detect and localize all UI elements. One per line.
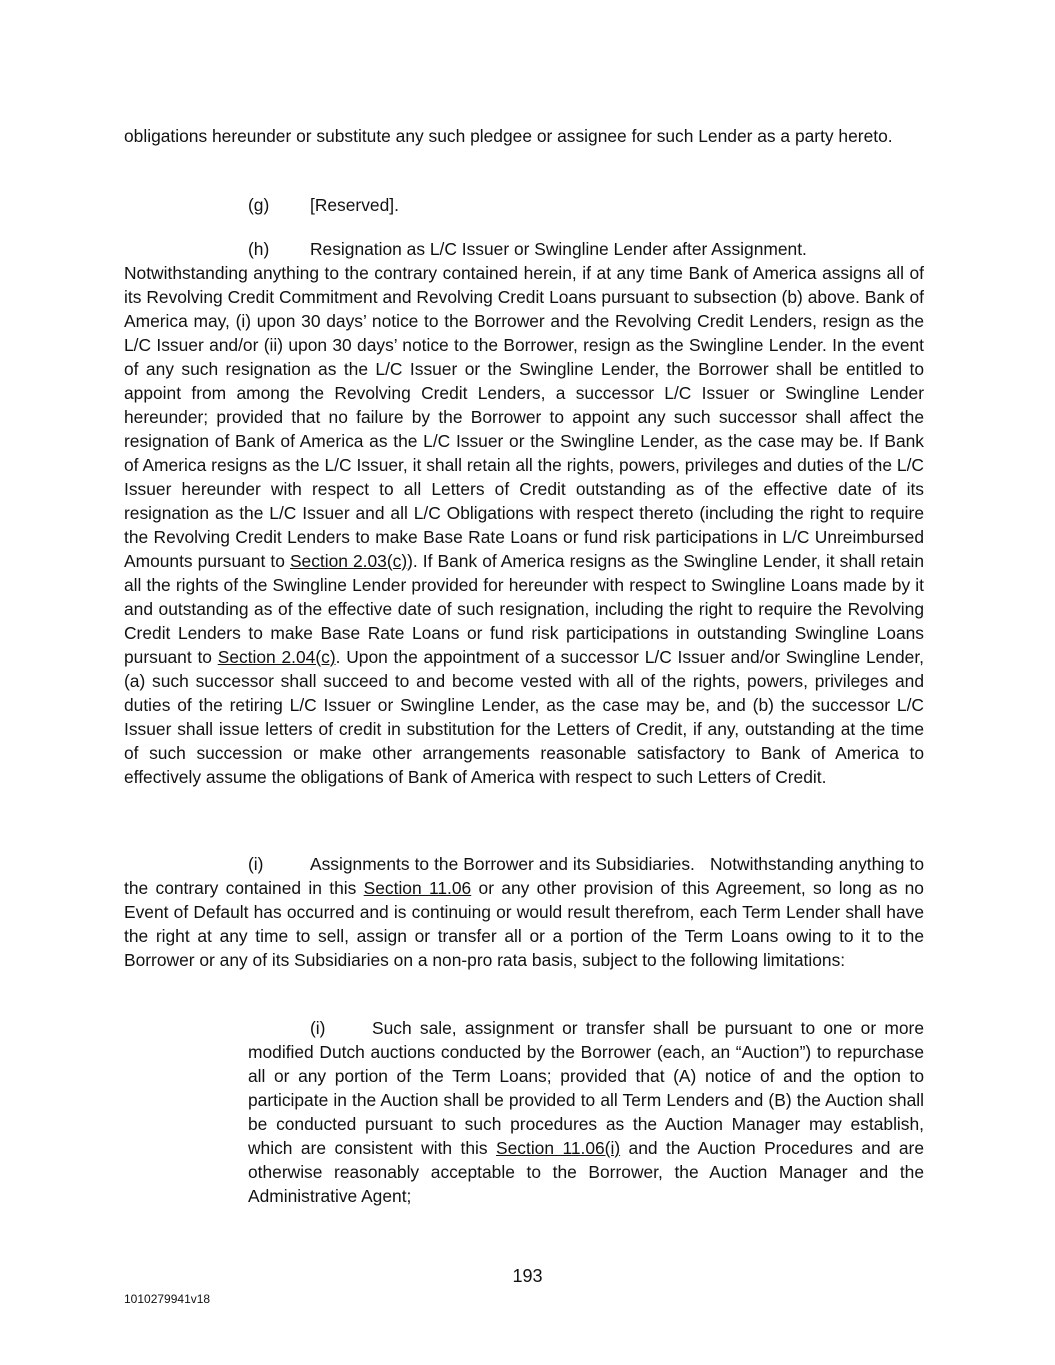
clause-i-i-text-1: Such sale, assignment or transfer shall be pursuant to one or more modified Dutch auctions conducted by the Borrower (each, an “Auction”) to repurchase all or any portion of the Term Loans; provided that (A) notice of and the option to participate in the Auction shall be provided to all Term Lenders and (B) the Auction shall be conducted pursuant to such procedures as the Auction Manager may establish, which are consistent with this	[248, 1018, 924, 1158]
section-11-06i-link[interactable]: Section 11.06(i)	[496, 1138, 621, 1158]
subsection-h-label: (h)	[248, 239, 270, 259]
section-2-03c-link[interactable]: Section 2.03(c)	[289, 551, 408, 571]
section-11-06-link[interactable]: Section 11.06	[363, 878, 472, 898]
subsection-i-text-1: Notwithstanding anything to the contrary contained in this	[124, 854, 925, 898]
subsection-h-text-3: . Upon the appointment of a successor L/C Issuer and/or Swingline Lender, (a) such successor shall succeed to and become vested with all of the rights, powers, privileges and duties of the retiring L/C Issuer or Swingline Lender, as the case may be, and (b) the successor L/C Issuer shall issue letters of credit in substitution for the Letters of Credit, if any, outstanding at the time of such succession or make other arrangements reasonable satisfactory to Bank of America to effectively assume the obligations of Bank of America with respect to such Letters of Credit.	[124, 647, 924, 787]
subsection-g-text: [Reserved].	[310, 195, 399, 215]
subsection-g	[124, 193, 924, 217]
subsection-i-heading: Assignments to the Borrower and its Subsidiaries.	[310, 854, 695, 874]
page-number: 193	[512, 1266, 543, 1286]
subsection-h-heading: Resignation as L/C Issuer or Swingline Lender after Assignment.	[310, 239, 807, 259]
continuation-paragraph: obligations hereunder or substitute any such pledgee or assignee for such Lender as a party hereto.	[124, 126, 893, 146]
clause-i-i-text-2: and the Auction Procedures and are otherwise reasonably acceptable to the Borrower, the Auction Manager and the Administrative Agent;	[248, 1138, 924, 1206]
clause-i-i-label: (i)	[310, 1018, 326, 1038]
clause-i-i	[248, 1016, 924, 1208]
subsection-h-text-2: ). If Bank of America resigns as the Swingline Lender, it shall retain all the rights of the Swingline Lender provided for hereunder with respect to Swingline Loans made by it and outstanding as of the effective date of such resignation, including the right to require the Revolving Credit Lenders to make Base Rate Loans or fund risk participations in outstanding Swingline Loans pursuant to	[124, 551, 924, 667]
subsection-i	[124, 852, 924, 972]
document-id: 1010279941v18	[124, 1292, 211, 1306]
subsection-i-text-2: or any other provision of this Agreement, so long as no Event of Default has occurred and is continuing or would result therefrom, each Term Lender shall have the right at any time to sell, assign or transfer all or a portion of the Term Loans owing to it to the Borrower or any of its Subsidiaries on a non-pro rata basis, subject to the following limitations:	[124, 878, 924, 970]
subsection-h	[124, 237, 924, 789]
subsection-h-text-1: Notwithstanding anything to the contrary contained herein, if at any time Bank of America assigns all of its Revolving Credit Commitment and Revolving Credit Loans pursuant to subsection (b) above. Bank of America may, (i) upon 30 days’ notice to the Borrower and the Revolving Credit Lenders, resign as the L/C Issuer and/or (ii) upon 30 days’ notice to the Borrower, resign as the Swingline Lender. In the event of any such resignation as the L/C Issuer or the Swingline Lender, the Borrower shall be entitled to appoint from among the Revolving Credit Lenders, a successor L/C Issuer or Swingline Lender hereunder; provided that no failure by the Borrower to appoint any such successor shall affect the resignation of Bank of America as the L/C Issuer or the Swingline Lender, as the case may be. If Bank of America resigns as the L/C Issuer, it shall retain all the rights, powers, privileges and duties of the L/C Issuer hereunder with respect to all Letters of Credit outstanding as of the effective date of its resignation as the L/C Issuer and all L/C Obligations with respect thereto (including the right to require the Revolving Credit Lenders to make Base Rate Loans or fund risk participations in L/C Unreimbursed Amounts pursuant to	[124, 263, 924, 571]
section-2-04c-link[interactable]: Section 2.04(c)	[217, 647, 336, 667]
subsection-i-label: (i)	[248, 854, 264, 874]
subsection-g-label: (g)	[248, 195, 270, 215]
